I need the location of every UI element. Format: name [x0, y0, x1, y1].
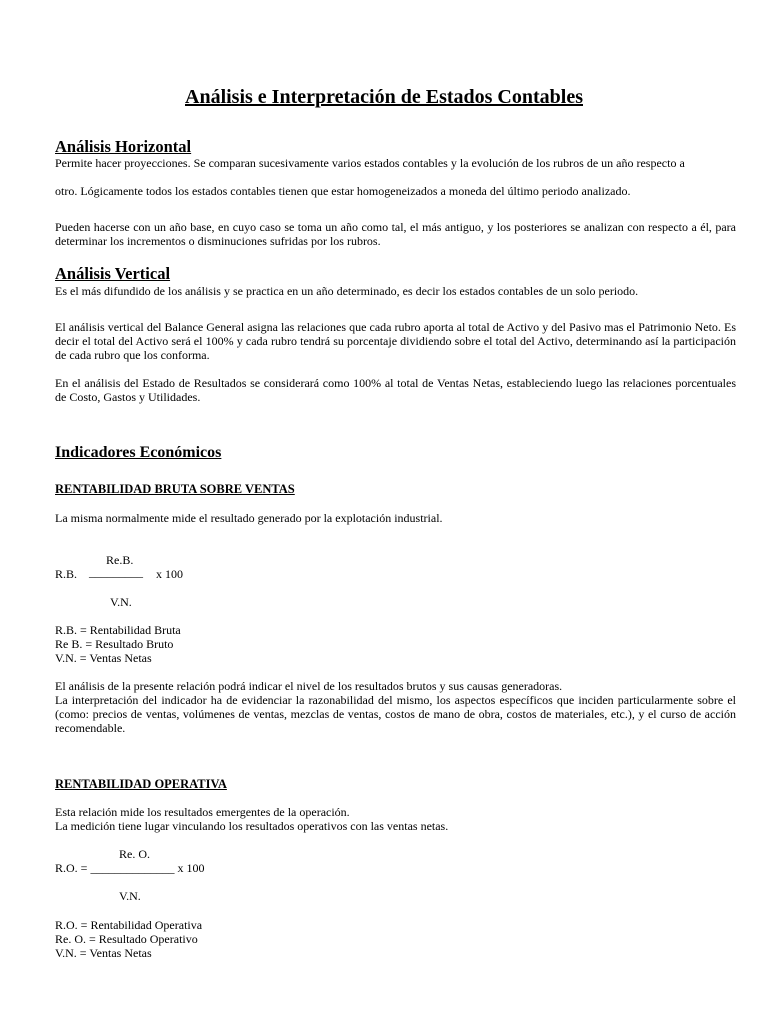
ro-definition-1: R.O. = Rentabilidad Operativa — [55, 918, 203, 932]
ro-intro-1: Esta relación mide los resultados emergentes de la operación. — [55, 805, 350, 819]
heading-analisis-horizontal: Análisis Horizontal — [55, 137, 192, 156]
rb-analysis-paragraph-1: El análisis de la presente relación podrá indicar el nivel de los resultados brutos y sus causas generadoras. — [55, 679, 563, 693]
vertical-paragraph-3: En el análisis del Estado de Resultados se considerará como 100% al total de Ventas Netas, estableciendo luego las relaciones porcentuales de Costo, Gastos y Utilidades. — [55, 376, 736, 404]
horizontal-paragraph-2: Pueden hacerse con un año base, en cuyo caso se toma un año como tal, el más antiguo, y los posteriores se analizan con respecto a él, para determinar los incrementos o disminuciones sufridas por los rubros. — [55, 220, 736, 248]
vertical-paragraph-1: Es el más difundido de los análisis y se practica en un año determinado, es decir los estados contables de un solo periodo. — [55, 284, 639, 298]
horizontal-paragraph-line-1: Permite hacer proyecciones. Se comparan sucesivamente varios estados contables y la evolución de los rubros de un año respecto a — [55, 156, 685, 170]
ro-definition-3: V.N. = Ventas Netas — [55, 946, 152, 960]
rb-analysis-paragraph-2: La interpretación del indicador ha de evidenciar la razonabilidad del mismo, los aspectos específicos que inciden particularmente sobre el (como: precios de ventas, volúmenes de ventas, mezclas de ventas, costos de mano de obra, costos de materiales, etc.), y el curso de acción recomendable. — [55, 693, 736, 735]
rb-formula-fraction-line: _________ — [89, 565, 143, 579]
ro-formula-numerator: Re. O. — [119, 847, 150, 861]
heading-indicadores-economicos: Indicadores Económicos — [55, 444, 222, 461]
rb-formula-lhs: R.B. — [55, 567, 78, 581]
ro-formula-lhs: R.O. = ______________ x 100 — [55, 861, 205, 875]
rb-formula-denominator: V.N. — [110, 595, 132, 609]
rb-intro: La misma normalmente mide el resultado generado por la explotación industrial. — [55, 511, 443, 525]
rb-definition-3: V.N. = Ventas Netas — [55, 651, 152, 665]
heading-rentabilidad-operativa: RENTABILIDAD OPERATIVA — [55, 777, 227, 791]
rb-formula-numerator: Re.B. — [106, 553, 134, 567]
ro-definition-2: Re. O. = Resultado Operativo — [55, 932, 198, 946]
rb-definition-2: Re B. = Resultado Bruto — [55, 637, 174, 651]
document-title: Análisis e Interpretación de Estados Contables — [185, 86, 583, 108]
heading-rentabilidad-bruta: RENTABILIDAD BRUTA SOBRE VENTAS — [55, 482, 295, 496]
rb-formula-multiplier: x 100 — [156, 567, 183, 581]
vertical-paragraph-2: El análisis vertical del Balance General asigna las relaciones que cada rubro aporta al total de Activo y del Pasivo mas el Patrimonio Neto. Es decir el total del Activo será el 100% y cada rubro tendrá su porcentaje dividiendo sobre el total del Activo, determinando así la participación de cada rubro que los conforma. — [55, 320, 736, 362]
heading-analisis-vertical: Análisis Vertical — [55, 264, 171, 283]
ro-intro-2: La medición tiene lugar vinculando los resultados operativos con las ventas netas. — [55, 819, 449, 833]
rb-definition-1: R.B. = Rentabilidad Bruta — [55, 623, 181, 637]
horizontal-paragraph-line-2: otro. Lógicamente todos los estados contables tienen que estar homogeneizados a moneda del último periodo analizado. — [55, 184, 631, 198]
ro-formula-denominator: V.N. — [119, 889, 141, 903]
